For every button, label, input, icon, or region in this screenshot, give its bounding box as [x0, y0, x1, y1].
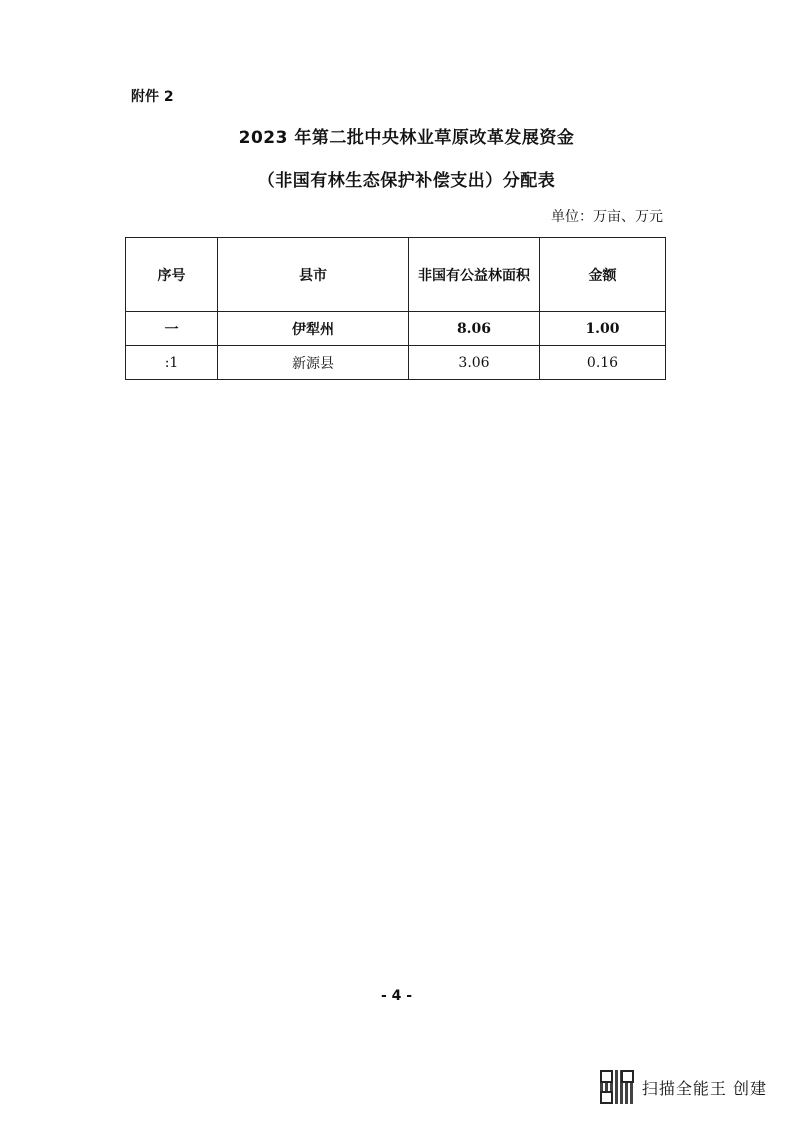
- row-county: 新源县: [218, 346, 409, 380]
- row-county: 伊犁州: [218, 312, 409, 346]
- row-index: :1: [126, 346, 218, 380]
- watermark-text: 扫描全能王 创建: [641, 1078, 767, 1098]
- table-row: [126, 346, 666, 380]
- document-title-line2: （非国有林生态保护补偿支出）分配表: [257, 171, 556, 191]
- table-row: [126, 312, 666, 346]
- column-header-amount: 金额: [540, 238, 666, 312]
- scanner-watermark: [600, 1070, 767, 1104]
- row-amount: 0.16: [540, 346, 666, 380]
- row-index: 一: [126, 312, 218, 346]
- column-header-index: 序号: [126, 238, 218, 312]
- row-area: 8.06: [409, 312, 540, 346]
- attachment-label: 附件 2: [131, 89, 174, 105]
- row-amount: 1.00: [540, 312, 666, 346]
- page-number: - 4 -: [380, 988, 413, 1004]
- allocation-table: [125, 237, 666, 380]
- column-header-area: 非国有公益林面积: [409, 238, 540, 312]
- table-header-row: [126, 238, 666, 312]
- unit-label: 单位：万亩、万元: [551, 209, 663, 225]
- document-title-line1: 2023 年第二批中央林业草原改革发展资金: [238, 128, 575, 148]
- qr-code-icon: [600, 1070, 634, 1104]
- column-header-county: 县市: [218, 238, 409, 312]
- row-area: 3.06: [409, 346, 540, 380]
